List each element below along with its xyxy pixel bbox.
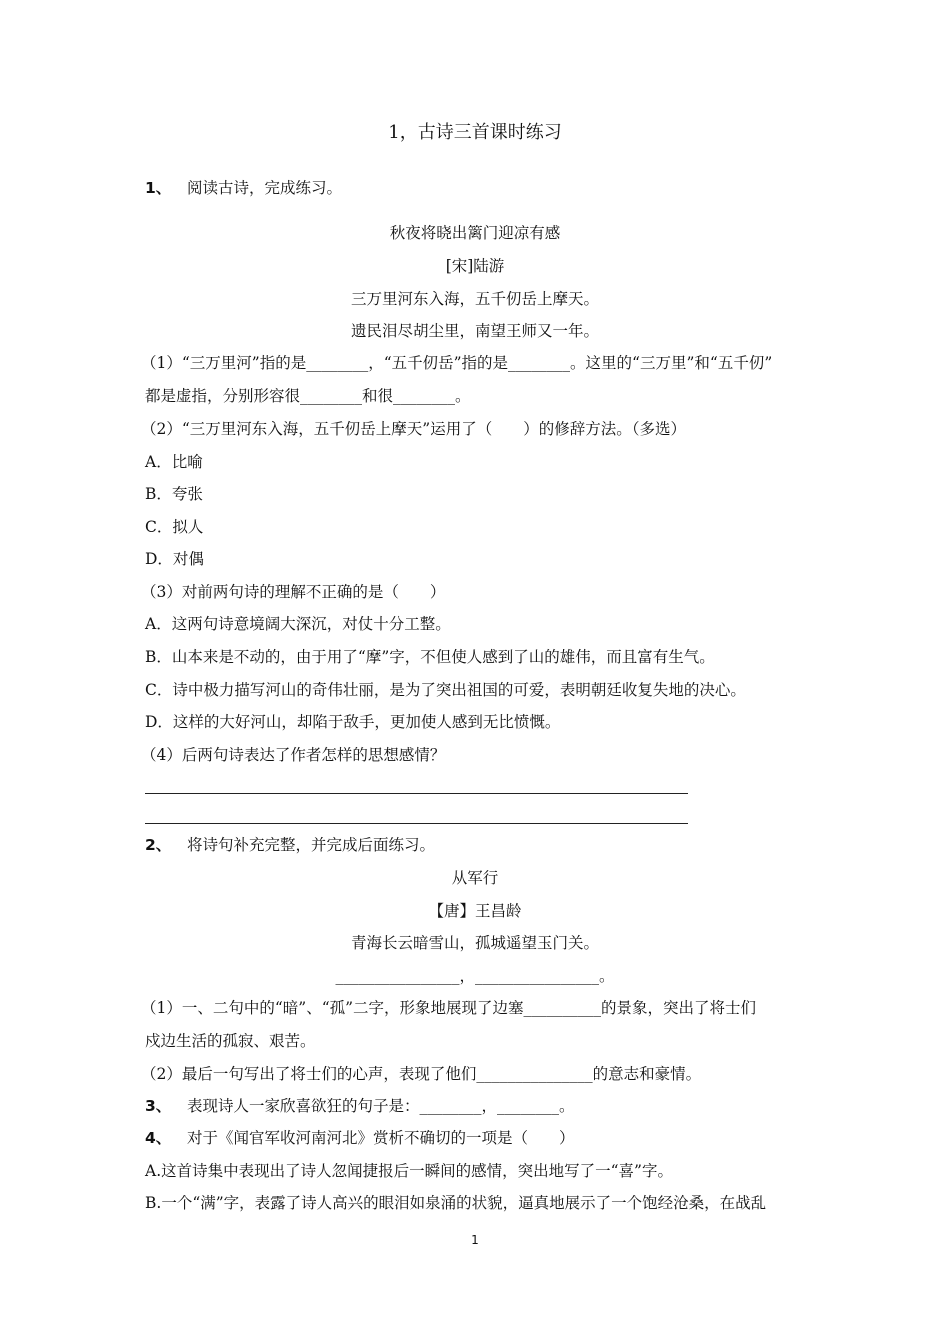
subquestion-text: （1）“三万里河”指的是________，“五千仞岳”指的是________。这里的“三万里”和“五千仞” xyxy=(141,354,773,372)
option-item: C．拟人 xyxy=(145,518,204,536)
poem-line: 三万里河东入海，五千仞岳上摩天。 xyxy=(350,290,599,308)
page-title: 1，古诗三首课时练习 xyxy=(388,122,562,143)
option-item: D．这样的大好河山，却陷于敌手，更加使人感到无比愤慨。 xyxy=(145,713,561,731)
subquestion-text: 戍边生活的孤寂、艰苦。 xyxy=(145,1032,316,1050)
question-3 xyxy=(145,1095,575,1117)
poem-title: 从军行 xyxy=(451,869,499,887)
question-prompt: 将诗句补充完整，并完成后面练习。 xyxy=(187,836,436,854)
question-text: 表现诗人一家欣喜欲狂的句子是：________，________。 xyxy=(187,1097,575,1115)
poem-line: 青海长云暗雪山，孤城遥望玉门关。 xyxy=(350,934,599,952)
subquestion-text: （3）对前两句诗的理解不正确的是（ ） xyxy=(141,583,446,601)
option-item: B.一个“满”字，表露了诗人高兴的眼泪如泉涌的状貌，逼真地展示了一个饱经沧桑，在战乱 xyxy=(145,1194,767,1212)
subquestion-text: （2）“三万里河东入海，五千仞岳上摩天”运用了（ ）的修辞方法。（多选） xyxy=(141,420,686,438)
question-2 xyxy=(145,834,435,856)
question-4 xyxy=(145,1127,575,1149)
option-item: B．山本来是不动的，由于用了“摩”字，不但使人感到了山的雄伟，而且富有生气。 xyxy=(145,648,715,666)
poem-line: 遗民泪尽胡尘里，南望王师又一年。 xyxy=(350,322,599,340)
subquestion-text: （4）后两句诗表达了作者怎样的思想感情？ xyxy=(141,746,446,764)
poem-blank-line: ________________，________________。 xyxy=(335,967,615,985)
question-number: 3、 xyxy=(145,1097,172,1115)
answer-line xyxy=(145,823,688,824)
subquestion-text: 都是虚指，分别形容很________和很________。 xyxy=(145,387,471,405)
poem-author: 【唐】王昌龄 xyxy=(428,902,522,920)
question-number: 1、 xyxy=(145,179,172,197)
subquestion-text: （1）一、二句中的“暗”、“孤”二字，形象地展现了边塞__________的景象，突出了将士们 xyxy=(141,999,757,1017)
poem-title: 秋夜将晓出篱门迎凉有感 xyxy=(389,224,561,242)
poem-author: [宋]陆游 xyxy=(445,257,505,275)
option-item: A．比喻 xyxy=(145,453,203,471)
question-number: 2、 xyxy=(145,836,172,854)
option-item: C．诗中极力描写河山的奇伟壮丽，是为了突出祖国的可爱，表明朝廷收复失地的决心。 xyxy=(145,681,746,699)
question-1 xyxy=(145,177,342,199)
question-prompt: 阅读古诗，完成练习。 xyxy=(187,179,343,197)
option-item: A．这两句诗意境阔大深沉，对仗十分工整。 xyxy=(145,615,451,633)
question-text: 对于《闻官军收河南河北》赏析不确切的一项是（ ） xyxy=(187,1129,575,1147)
option-item: B．夸张 xyxy=(145,485,203,503)
question-number: 4、 xyxy=(145,1129,172,1147)
page-number: 1 xyxy=(471,1233,479,1247)
subquestion-text: （2）最后一句写出了将士们的心声，表现了他们_______________的意志和豪情。 xyxy=(141,1065,702,1083)
answer-line xyxy=(145,793,688,794)
option-item: A.这首诗集中表现出了诗人忽闻捷报后一瞬间的感情，突出地写了一“喜”字。 xyxy=(145,1162,673,1180)
option-item: D．对偶 xyxy=(145,550,204,568)
